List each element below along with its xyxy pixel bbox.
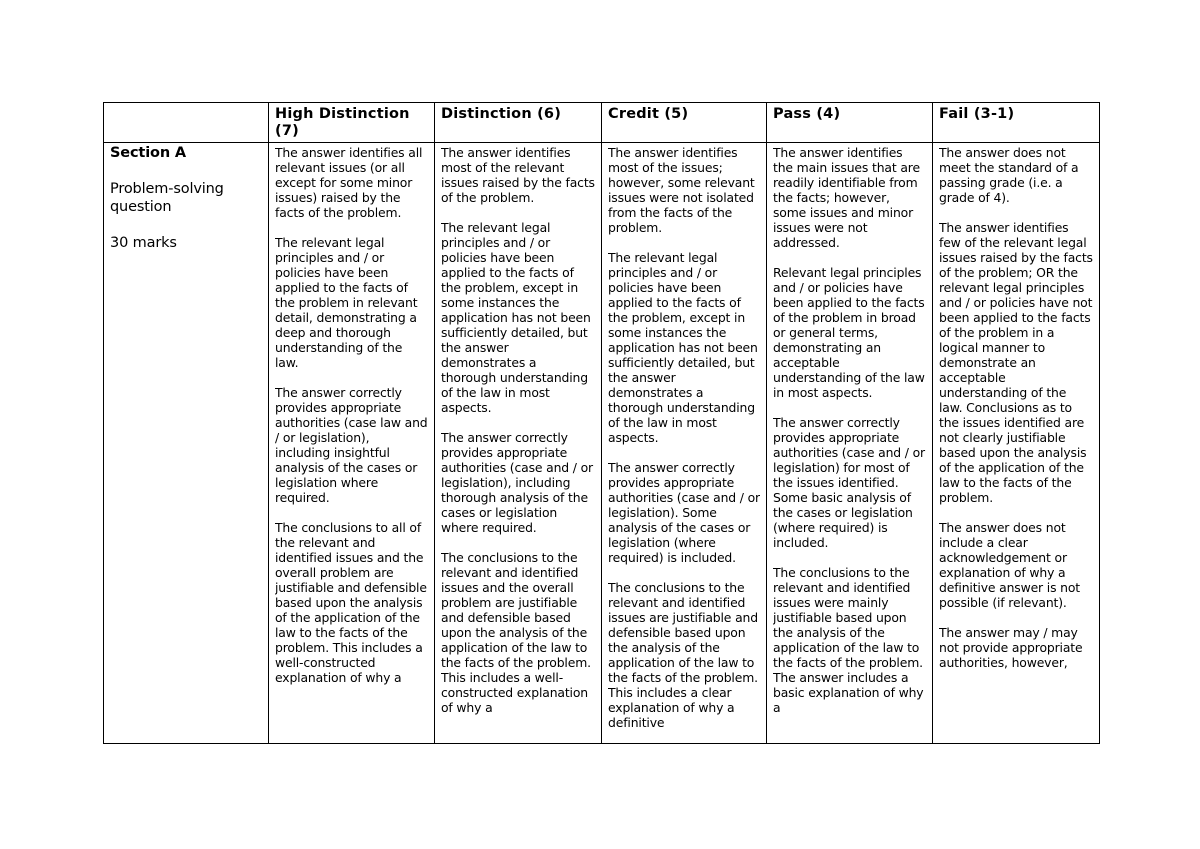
criterion-text: The conclusions to all of the relevant and identified issues and the overall problem are justifiable and defensible based upon the analysis of the application of the law to the facts of the problem. This includes a well-constructed explanation of why a: [275, 520, 427, 685]
criterion-text: The conclusions to the relevant and identified issues are justifiable and defensible based upon the analysis of the application of the law to the facts of the problem. This includes a clear explanation of why a definitive: [608, 580, 758, 730]
header-blank: [104, 103, 269, 143]
section-marks: 30 marks: [110, 235, 177, 251]
criterion-text: The answer identifies most of the issues; however, some relevant issues were not isolated from the facts of the problem.: [608, 145, 755, 235]
cell-fail: [933, 143, 1100, 744]
section-title: Section A: [110, 145, 186, 161]
criterion-text: The conclusions to the relevant and identified issues were mainly justifiable based upon the analysis of the application of the law to the facts of the problem. The answer includes a basic explanation of why a: [773, 565, 924, 715]
criterion-text: The answer identifies the main issues that are readily identifiable from the facts; however, some issues and minor issues were not addressed.: [773, 145, 920, 250]
criterion-text: The conclusions to the relevant and identified issues and the overall problem are justifiable and defensible based upon the analysis of the application of the law to the facts of the problem. This includes a well-constructed explanation of why a: [441, 550, 591, 715]
header-pass: Pass (4): [767, 103, 933, 143]
cell-distinction: [435, 143, 602, 744]
criterion-text: The relevant legal principles and / or policies have been applied to the facts of the problem in relevant detail, demonstrating a deep and thorough understanding of the law.: [275, 235, 418, 370]
criterion-text: The answer may / may not provide appropriate authorities, however,: [939, 625, 1083, 670]
criterion-text: The answer does not include a clear acknowledgement or explanation of why a definitive answer is not possible (if relevant).: [939, 520, 1081, 610]
criterion-text: The answer identifies most of the relevant issues raised by the facts of the problem.: [441, 145, 595, 205]
cell-credit: [602, 143, 767, 744]
criterion-text: The answer correctly provides appropriate authorities (case and / or legislation). Some analysis of the cases or legislation (where required) is included.: [608, 460, 760, 565]
criterion-text: The answer identifies few of the relevant legal issues raised by the facts of the problem; OR the relevant legal principles and / or policies have not been applied to the facts of the problem in a logical manner to demonstrate an acceptable understanding of the law. Conclusions as to the issues identified are not clearly justifiable based upon the analysis of the application of the law to the facts of the problem.: [939, 220, 1093, 505]
cell-pass: [767, 143, 933, 744]
criterion-text: Relevant legal principles and / or policies have been applied to the facts of the problem in broad or general terms, demonstrating an acceptable understanding of the law in most aspects.: [773, 265, 925, 400]
rubric-table: [103, 102, 1100, 744]
criterion-text: The answer correctly provides appropriate authorities (case and / or legislation) for most of the issues identified. Some basic analysis of the cases or legislation (where required) is included.: [773, 415, 925, 550]
section-label-cell: [104, 143, 269, 744]
header-distinction: Distinction (6): [435, 103, 602, 143]
section-a-row: [104, 143, 1100, 744]
criterion-text: The relevant legal principles and / or policies have been applied to the facts of the problem, except in some instances the application has not been sufficiently detailed, but the answer demonstrates a thorough understanding of the law in most aspects.: [608, 250, 758, 445]
criterion-text: The answer correctly provides appropriate authorities (case law and / or legislation), including insightful analysis of the cases or legislation where required.: [275, 385, 428, 505]
header-high-distinction: High Distinction (7): [269, 103, 435, 143]
criterion-text: The answer identifies all relevant issues (or all except for some minor issues) raised by the facts of the problem.: [275, 145, 423, 220]
section-subtitle: Problem-solving question: [110, 181, 224, 215]
cell-high-distinction: [269, 143, 435, 744]
header-credit: Credit (5): [602, 103, 767, 143]
header-fail: Fail (3-1): [933, 103, 1100, 143]
header-row: [104, 103, 1100, 143]
criterion-text: The relevant legal principles and / or policies have been applied to the facts of the problem, except in some instances the application has not been sufficiently detailed, but the answer demonstrates a thorough understanding of the law in most aspects.: [441, 220, 591, 415]
criterion-text: The answer correctly provides appropriate authorities (case and / or legislation), including thorough analysis of the cases or legislation where required.: [441, 430, 593, 535]
criterion-text: The answer does not meet the standard of a passing grade (i.e. a grade of 4).: [939, 145, 1079, 205]
